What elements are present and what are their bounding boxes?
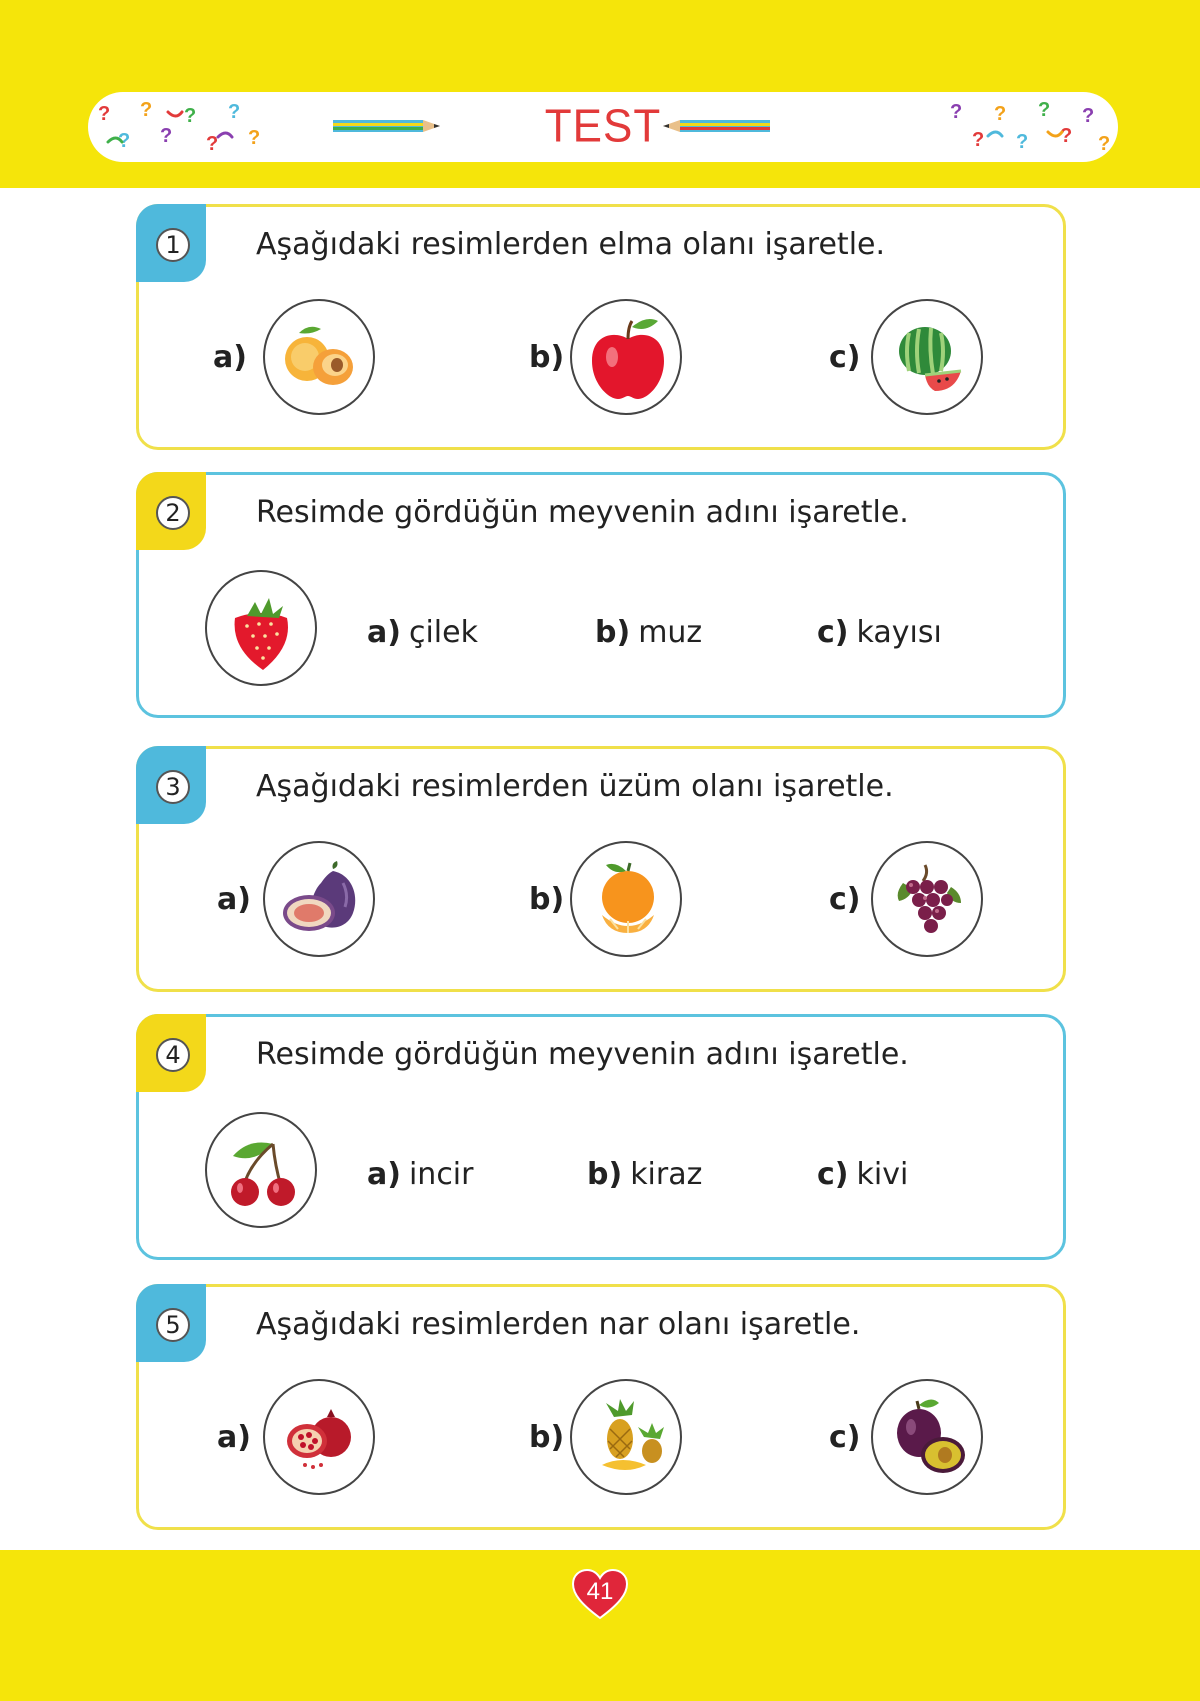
title-banner	[88, 92, 1118, 162]
option-a-text: incir	[408, 1157, 474, 1192]
svg-text:?: ?	[1098, 133, 1111, 155]
question-number: 2	[156, 496, 190, 530]
option-a-label[interactable]: a)	[213, 340, 247, 375]
question-number: 3	[156, 770, 190, 804]
option-a-text: çilek	[408, 615, 478, 650]
option-a-label: a)	[367, 1157, 401, 1192]
option-b-text: kiraz	[630, 1157, 703, 1192]
question-text: Resimde gördüğün meyvenin adını işaretle.	[256, 495, 909, 530]
fig-icon[interactable]	[263, 841, 375, 957]
grapes-icon[interactable]	[871, 841, 983, 957]
peach-icon[interactable]	[263, 299, 375, 415]
option-c-label: c)	[817, 1157, 849, 1192]
option-c-word[interactable]	[817, 615, 942, 650]
question-5	[136, 1284, 1066, 1530]
option-c-label[interactable]: c)	[829, 340, 861, 375]
question-2	[136, 472, 1066, 718]
svg-text:?: ?	[950, 101, 963, 123]
apple-icon[interactable]	[570, 299, 682, 415]
svg-text:?: ?	[1016, 131, 1029, 153]
svg-text:?: ?	[972, 129, 985, 151]
question-number: 4	[156, 1038, 190, 1072]
svg-text:?: ?	[228, 101, 241, 123]
svg-text:?: ?	[160, 125, 173, 147]
svg-text:?: ?	[1082, 105, 1095, 127]
watermelon-icon[interactable]	[871, 299, 983, 415]
option-c-text: kayısı	[856, 615, 942, 650]
question-4	[136, 1014, 1066, 1260]
option-a-label[interactable]: a)	[217, 882, 251, 917]
option-a-word[interactable]	[367, 1157, 473, 1192]
option-b-label: b)	[587, 1157, 623, 1192]
svg-text:?: ?	[118, 130, 131, 152]
strawberry-icon	[205, 570, 317, 686]
question-1	[136, 204, 1066, 450]
option-b-word[interactable]	[595, 615, 702, 650]
option-c-label[interactable]: c)	[829, 882, 861, 917]
option-b-label: b)	[595, 615, 631, 650]
svg-text:?: ?	[1038, 99, 1051, 121]
option-b-text: muz	[638, 615, 703, 650]
option-a-label: a)	[367, 615, 401, 650]
question-number: 1	[156, 228, 190, 262]
svg-text:?: ?	[994, 103, 1007, 125]
option-c-text: kivi	[856, 1157, 909, 1192]
orange-icon[interactable]	[570, 841, 682, 957]
svg-text:?: ?	[1060, 125, 1073, 147]
question-text: Aşağıdaki resimlerden üzüm olanı işaretle.	[256, 769, 894, 804]
option-b-word[interactable]	[587, 1157, 702, 1192]
svg-text:?: ?	[206, 133, 219, 155]
option-b-label[interactable]: b)	[529, 882, 565, 917]
option-a-label[interactable]: a)	[217, 1420, 251, 1455]
page-title: TEST	[544, 100, 662, 153]
question-text: Aşağıdaki resimlerden nar olanı işaretle.	[256, 1307, 861, 1342]
svg-text:?: ?	[184, 105, 197, 127]
pomegranate-icon[interactable]	[263, 1379, 375, 1495]
option-c-label: c)	[817, 615, 849, 650]
pineapple-icon[interactable]	[570, 1379, 682, 1495]
option-c-label[interactable]: c)	[829, 1420, 861, 1455]
cherry-icon	[205, 1112, 317, 1228]
plum-icon[interactable]	[871, 1379, 983, 1495]
svg-text:?: ?	[98, 103, 111, 125]
page-number: 41	[586, 1578, 614, 1605]
option-b-label[interactable]: b)	[529, 1420, 565, 1455]
question-number: 5	[156, 1308, 190, 1342]
question-text: Resimde gördüğün meyvenin adını işaretle.	[256, 1037, 909, 1072]
option-c-word[interactable]	[817, 1157, 908, 1192]
question-text: Aşağıdaki resimlerden elma olanı işaretle.	[256, 227, 886, 262]
option-b-label[interactable]: b)	[529, 340, 565, 375]
option-a-word[interactable]	[367, 615, 478, 650]
svg-text:?: ?	[140, 99, 153, 121]
question-3	[136, 746, 1066, 992]
svg-text:?: ?	[248, 127, 261, 149]
